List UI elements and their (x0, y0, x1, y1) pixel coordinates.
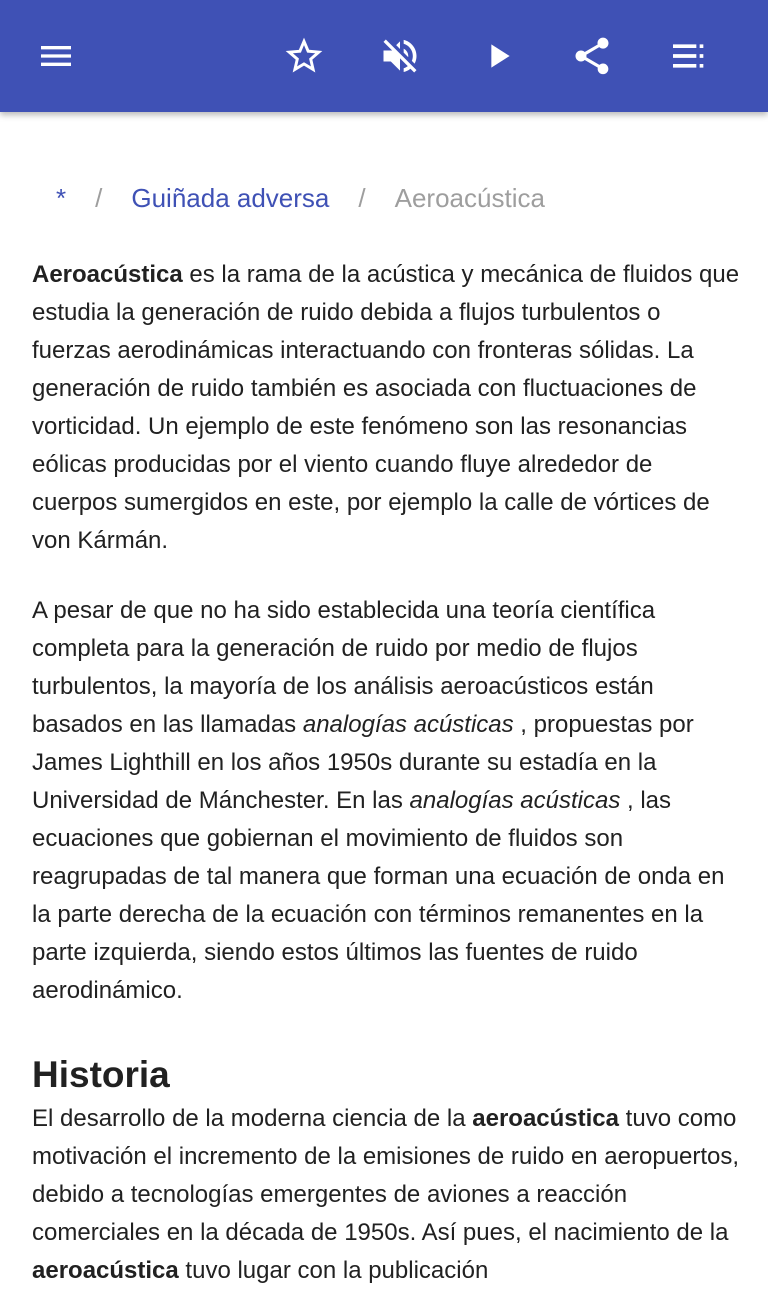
breadcrumb-current: Aeroacústica (394, 182, 545, 213)
article-paragraph (32, 1100, 744, 1290)
bold-term: aeroacústica (472, 1105, 620, 1132)
italic-term: analogías acústicas (302, 711, 514, 738)
share-icon (570, 34, 614, 78)
paragraph-text: A pesar de que no ha sido establecida una teoría científica completa para la generación de ruido por medio de flujos turbulentos, la mayoría de los análisis aeroacústicos están basados en las llamadas (32, 597, 656, 738)
article-content (32, 160, 744, 1290)
italic-term: analogías acústicas (409, 787, 621, 814)
contents-button[interactable] (660, 28, 716, 84)
paragraph-text: es la rama de la acústica y mecánica de fluidos que estudia la generación de ruido debida a flujos turbulentos o fuerzas aerodinámicas interactuando con fronteras sólidas. La generación de ruido también es asociada con fluctuaciones de vorticidad. Un ejemplo de este fenómeno son las resonancias eólicas producidas por el viento cuando fluye alrededor de cuerpos sumergidos en este, por ejemplo la calle de vórtices de von Kármán. (32, 261, 740, 554)
menu-button[interactable] (28, 28, 84, 84)
menu-icon (36, 36, 76, 76)
bold-term: Aeroacústica (32, 261, 183, 288)
paragraph-text: tuvo lugar con la publicación (178, 1257, 489, 1284)
playlist-icon (668, 36, 708, 76)
section-heading: Historia (32, 1054, 170, 1095)
mute-button[interactable] (372, 28, 428, 84)
paragraph-text: , propuestas por James Lighthill en los años 1950s durante su estadía en la Universidad de Mánchester. En las (32, 711, 694, 814)
breadcrumb (56, 160, 744, 236)
breadcrumb-separator: / (95, 182, 103, 213)
play-icon (478, 36, 518, 76)
article-paragraph (32, 592, 744, 1010)
breadcrumb-root-link[interactable]: * (56, 182, 67, 213)
volume-off-icon (378, 34, 422, 78)
article-paragraph (32, 256, 744, 560)
breadcrumb-parent-link[interactable]: Guiñada adversa (131, 182, 330, 213)
star-outline-icon (282, 34, 326, 78)
favorite-button[interactable] (276, 28, 332, 84)
paragraph-text: , las ecuaciones que gobiernan el movimiento de fluidos son reagrupadas de tal manera que forman una ecuación de onda en la parte derecha de la ecuación con términos remanentes en la parte izquierda, siendo estos últimos las fuentes de ruido aerodinámico. (32, 787, 725, 1004)
paragraph-text: El desarrollo de la moderna ciencia de la (32, 1105, 473, 1132)
bold-term: aeroacústica (32, 1257, 179, 1284)
play-button[interactable] (470, 28, 526, 84)
paragraph-text: tuvo como motivación el incremento de la emisiones de ruido en aeropuertos, debido a tecnologías emergentes de aviones a reacción comerciales en la década de 1950s. Así pues, el nacimiento de la (32, 1105, 740, 1246)
share-button[interactable] (564, 28, 620, 84)
app-toolbar (0, 0, 768, 112)
breadcrumb-separator: / (358, 182, 366, 213)
